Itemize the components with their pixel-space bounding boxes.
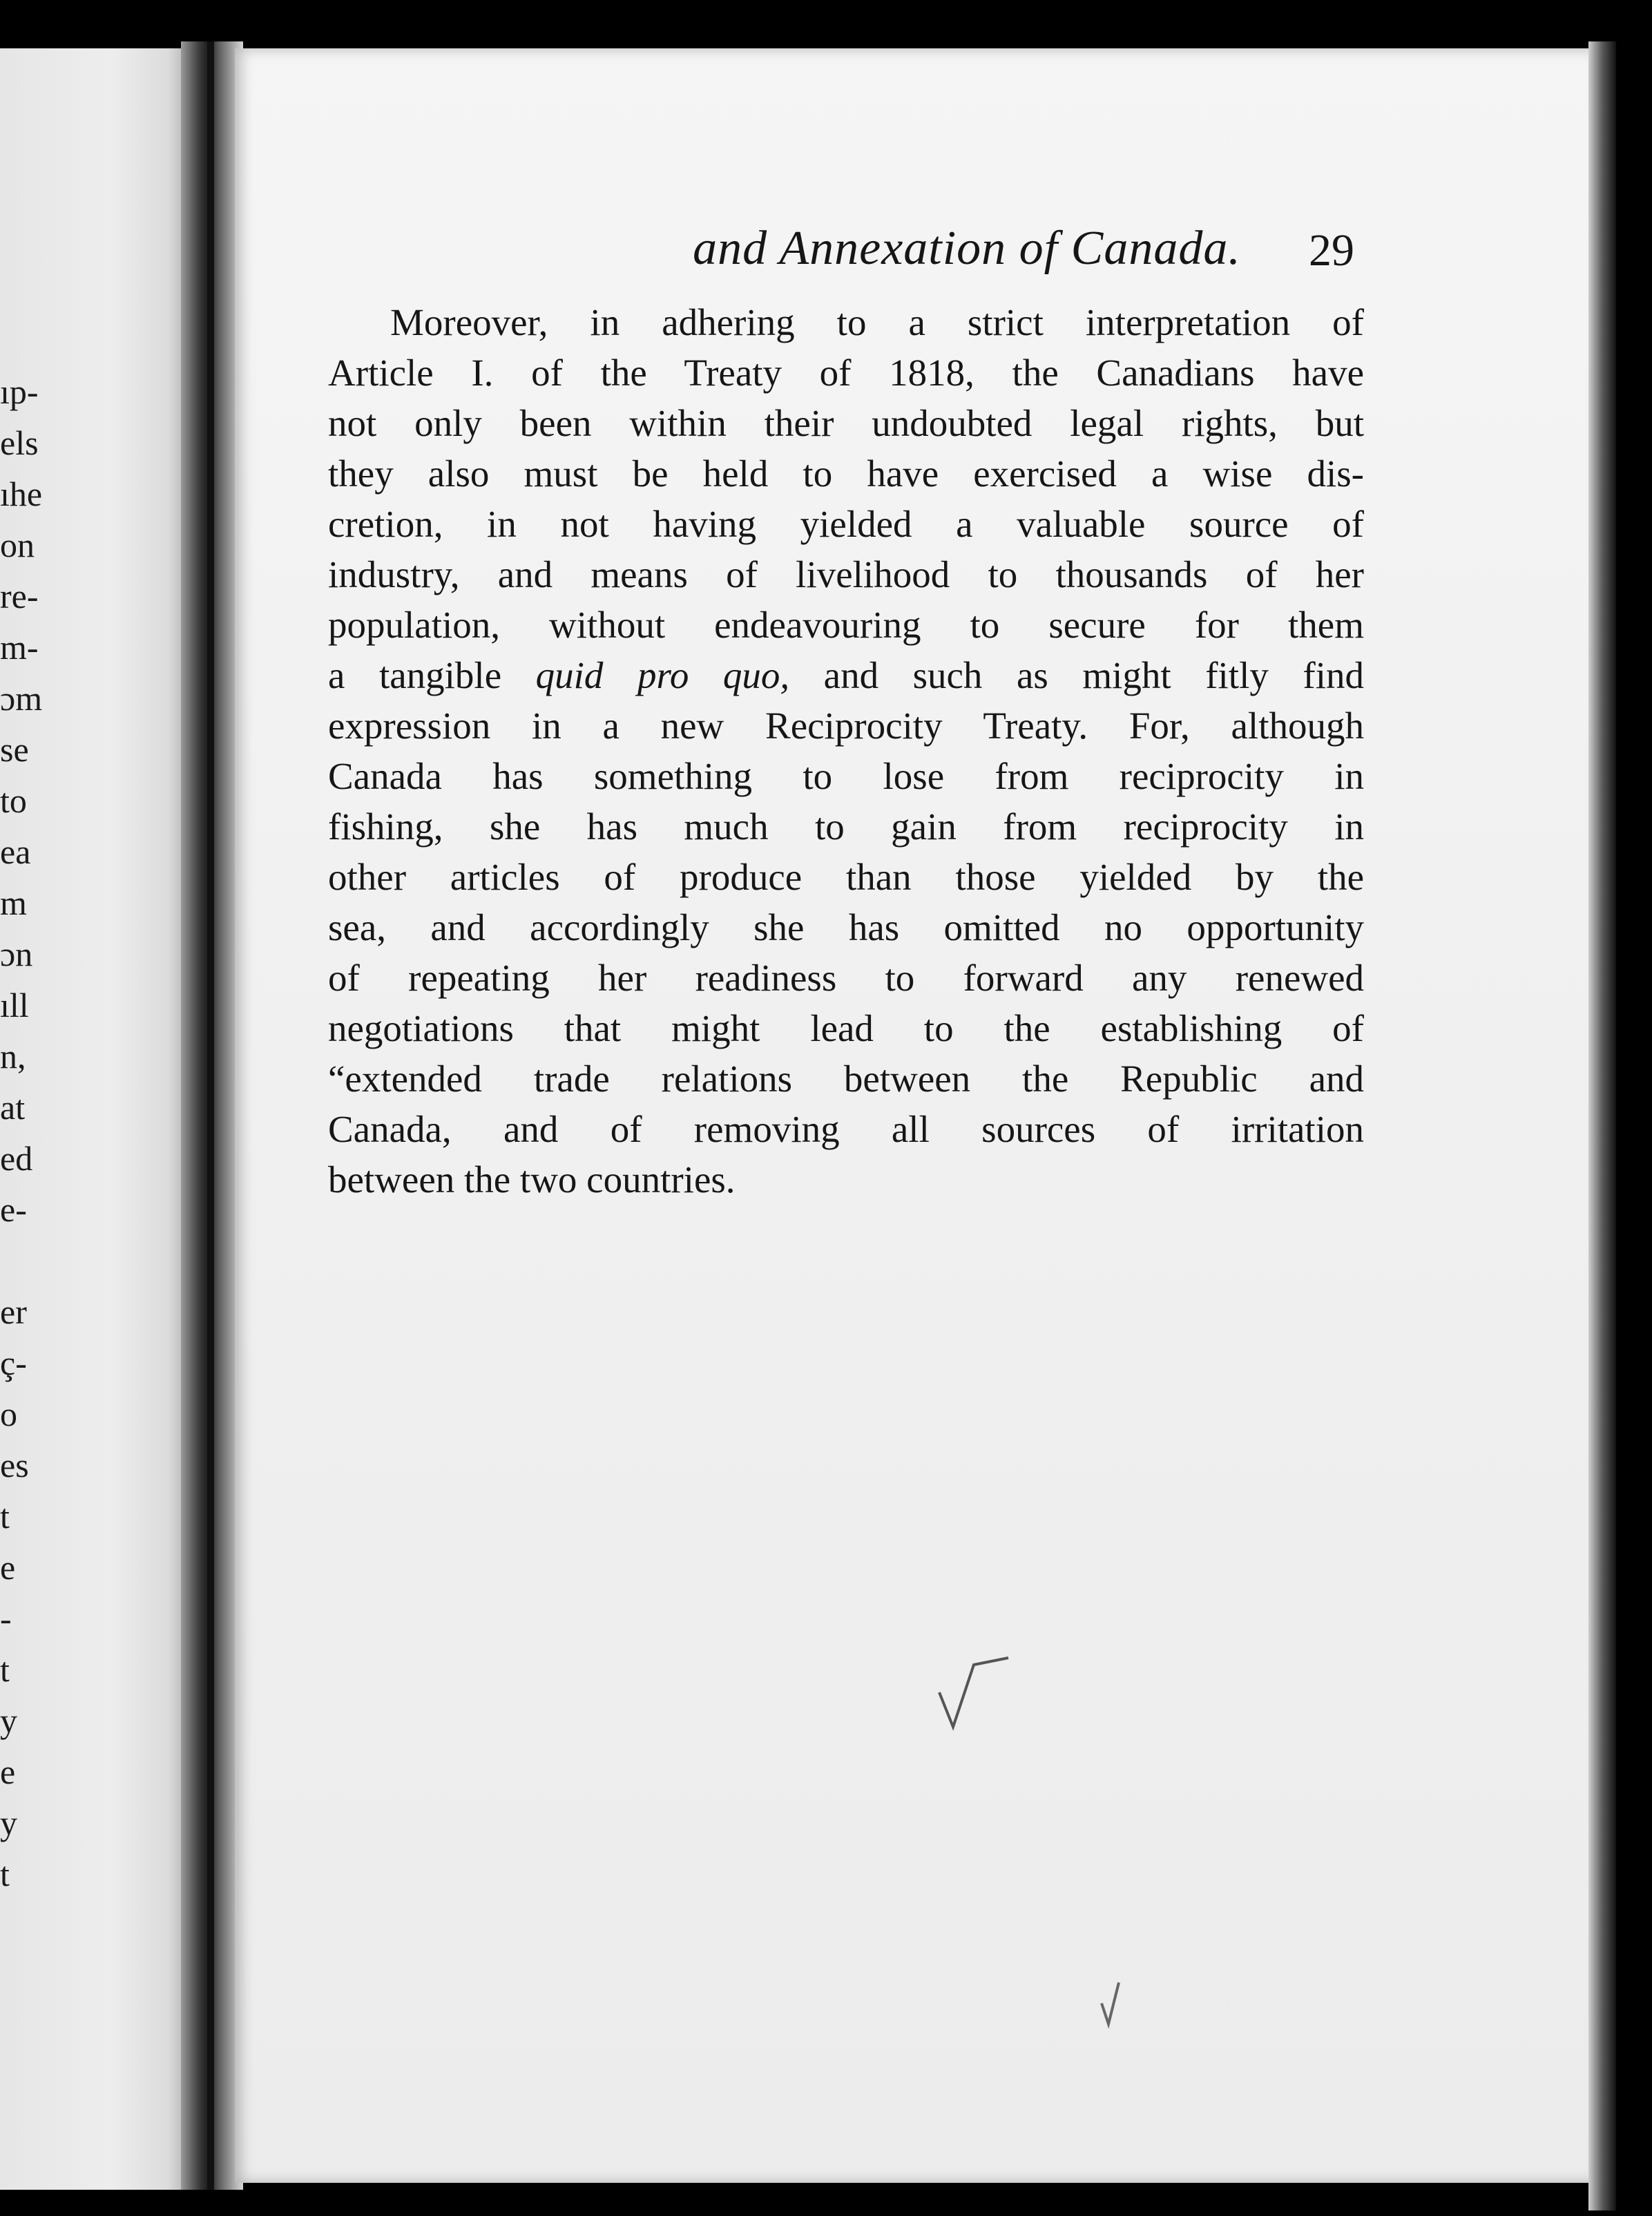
- fragment-line: on: [0, 526, 35, 564]
- fragment-line: se: [0, 730, 29, 769]
- fragment-line: es: [0, 1446, 29, 1484]
- text-line: expression in a new Reciprocity Treaty. For, although: [328, 705, 1364, 747]
- fragment-line: t: [0, 1855, 10, 1893]
- previous-page-text-fragments: [0, 366, 76, 1900]
- fragment-line: o: [0, 1395, 17, 1433]
- text-line: industry, and means of livelihood to thousands of her: [328, 553, 1364, 595]
- body-paragraph: [328, 297, 1364, 1205]
- italic-phrase: quid pro quo,: [535, 654, 790, 696]
- text-line: Moreover, in adhering to a strict interpretation of: [390, 301, 1364, 343]
- fragment-line: m: [0, 883, 27, 922]
- fragment-line: ɔn: [0, 935, 33, 973]
- text-line: not only been within their undoubted legal rights, but: [328, 402, 1364, 444]
- fragment-line: ea: [0, 832, 31, 871]
- text-segment: a tangible: [328, 654, 536, 696]
- fragment-line: ıp-: [0, 372, 39, 411]
- text-line: Canada, and of removing all sources of irritation: [328, 1108, 1364, 1150]
- page-right-edge: [1588, 41, 1616, 2210]
- fragment-line: at: [0, 1088, 26, 1127]
- fragment-line: e: [0, 1752, 16, 1791]
- fragment-line: m-: [0, 628, 39, 667]
- text-line: cretion, in not having yielded a valuable source of: [328, 503, 1364, 545]
- fragment-line: er: [0, 1292, 27, 1331]
- fragment-line: y: [0, 1804, 17, 1842]
- fragment-line: to: [0, 781, 27, 820]
- fragment-line: y: [0, 1701, 17, 1740]
- pencil-check-mark: [932, 1651, 1022, 1734]
- text-line: population, without endeavouring to secure for them: [328, 604, 1364, 646]
- page-number: 29: [1309, 225, 1354, 276]
- text-line: Canada has something to lose from reciprocity in: [328, 755, 1364, 797]
- running-head: and Annexation of Canada.: [693, 222, 1241, 275]
- fragment-line: -: [0, 1599, 12, 1638]
- pencil-tick-mark: [1098, 1976, 1126, 2031]
- text-line: negotiations that might lead to the establishing of: [328, 1007, 1364, 1049]
- text-line: “extended trade relations between the Republic and: [328, 1058, 1364, 1100]
- text-line: they also must be held to have exercised a wise dis-: [328, 452, 1364, 495]
- text-line: between the two countries.: [328, 1158, 736, 1201]
- fragment-line: [0, 1235, 76, 1286]
- text-line: of repeating her readiness to forward any renewed: [328, 957, 1364, 999]
- fragment-line: t: [0, 1650, 10, 1689]
- fragment-line: n,: [0, 1037, 26, 1076]
- fragment-line: e: [0, 1548, 16, 1587]
- fragment-line: re-: [0, 577, 39, 615]
- binding-shadow: [207, 41, 214, 2190]
- fragment-line: t: [0, 1497, 10, 1536]
- fragment-line: e-: [0, 1190, 27, 1229]
- text-line: other articles of produce than those yielded by the: [328, 856, 1364, 898]
- text-line-with-italic: [328, 650, 1364, 700]
- fragment-line: ɔm: [0, 679, 43, 718]
- text-line: sea, and accordingly she has omitted no opportunity: [328, 906, 1364, 948]
- text-line: Article I. of the Treaty of 1818, the Canadians have: [328, 352, 1364, 394]
- text-line: fishing, she has much to gain from reciprocity in: [328, 805, 1364, 848]
- text-segment: and such as might fitly find: [789, 654, 1364, 696]
- fragment-line: els: [0, 423, 39, 462]
- fragment-line: ç-: [0, 1344, 27, 1382]
- fragment-line: ed: [0, 1139, 33, 1178]
- previous-page-edge: [0, 48, 186, 2190]
- fragment-line: ıhe: [0, 475, 43, 513]
- fragment-line: ıll: [0, 986, 29, 1024]
